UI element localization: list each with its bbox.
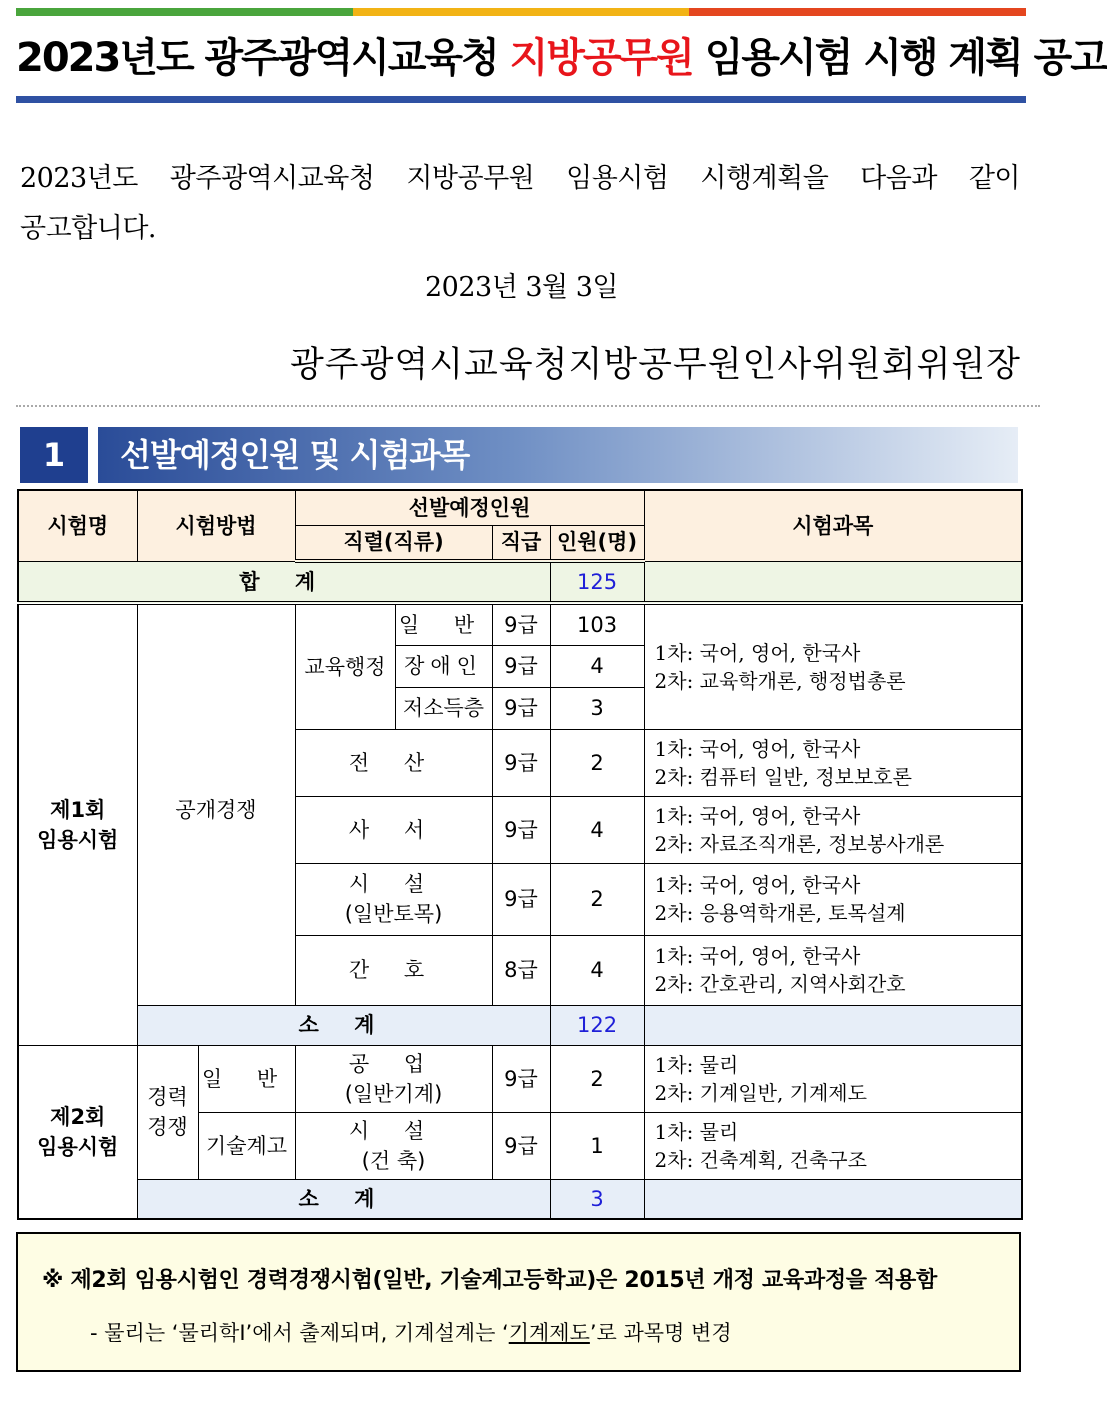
top-bar-yellow: [353, 8, 689, 16]
architecture-count: 1: [550, 1112, 644, 1179]
signer: 광주광역시교육청지방공무원인사위원회위원장: [289, 345, 1021, 385]
dotted-divider: [16, 405, 1040, 407]
computer-subj-l1: 1차: 국어, 영어, 한국사: [654, 736, 861, 761]
edu-disabled-count: 4: [550, 645, 644, 687]
edu-general-grade: 9급: [492, 603, 550, 645]
edu-sub-general: 일 반: [395, 603, 492, 645]
edu-admin-series: 교육행정: [295, 603, 395, 729]
header-subjects: 시험과목: [644, 490, 1022, 561]
exam2-method: [137, 1045, 198, 1179]
title-underline-bar: [16, 96, 1026, 103]
total-subjects-empty: [644, 561, 1022, 603]
nursing-subjects: [644, 935, 1022, 1005]
series-civil-l1: 시 설: [348, 872, 439, 896]
series-nursing-l1: 간 호: [348, 958, 439, 982]
exam2-type-technical: 기술계고: [198, 1112, 295, 1179]
edu-disabled-grade: 9급: [492, 645, 550, 687]
series-librarian: [295, 796, 492, 863]
notice-line2-b: ’로 과목명 변경: [589, 1321, 732, 1345]
exam1-name-l1: 제1회: [50, 797, 106, 822]
exam1-name: [18, 603, 137, 1045]
series-nursing: [295, 935, 492, 1005]
machine-count: 2: [550, 1045, 644, 1112]
exam1-method: 공개경쟁: [137, 603, 295, 1005]
civil-subjects: [644, 863, 1022, 935]
computer-grade: 9급: [492, 729, 550, 796]
machine-subj-l1: 1차: 물리: [654, 1052, 739, 1077]
recruitment-table: [17, 489, 1023, 1220]
series-machine-l2: (일반기계): [344, 1081, 443, 1106]
notice-line2-underlined: 기계제도: [508, 1321, 590, 1345]
edu-lowincome-grade: 9급: [492, 687, 550, 729]
architecture-subjects: [644, 1112, 1022, 1179]
librarian-subj-l1: 1차: 국어, 영어, 한국사: [654, 803, 861, 828]
notice-line1: ※ 제2회 임용시험인 경력경쟁시험(일반, 기술계고등학교)은 2015년 개정 교육과정을 적용함: [42, 1268, 937, 1293]
architecture-subj-l1: 1차: 물리: [654, 1119, 739, 1144]
edu-sub-disabled: 장애인: [395, 645, 492, 687]
header-method: 시험방법: [137, 490, 295, 561]
exam1-name-l2: 임용시험: [37, 827, 119, 852]
series-machine: [295, 1045, 492, 1112]
exam2-subtotal-value: 3: [550, 1179, 644, 1219]
series-civil: [295, 863, 492, 935]
total-label: 합 계: [18, 561, 550, 603]
series-architecture: [295, 1112, 492, 1179]
series-architecture-l2: (건 축): [361, 1148, 426, 1173]
computer-subjects: [644, 729, 1022, 796]
exam2-subtotal-label: 소 계: [137, 1179, 550, 1219]
civil-subj-l1: 1차: 국어, 영어, 한국사: [654, 873, 861, 897]
architecture-subj-l2: 2차: 건축계획, 건축구조: [654, 1147, 867, 1172]
header-grade: 직급: [492, 525, 550, 561]
exam2-method-l1: 경력: [147, 1085, 188, 1109]
exam2-subtotal-empty: [644, 1179, 1022, 1219]
nursing-subj-l2: 2차: 간호관리, 지역사회간호: [654, 972, 906, 996]
title-part2: 임용시험 시행 계획 공고: [692, 35, 1107, 81]
librarian-grade: 9급: [492, 796, 550, 863]
librarian-count: 4: [550, 796, 644, 863]
section-number: 1: [20, 427, 88, 483]
title-part1: 2023년도 광주광역시교육청: [16, 35, 510, 81]
header-exam-name: 시험명: [18, 490, 137, 561]
machine-grade: 9급: [492, 1045, 550, 1112]
header-planned: 선발예정인원: [295, 490, 644, 525]
architecture-grade: 9급: [492, 1112, 550, 1179]
intro-line1: 2023년도 광주광역시교육청 지방공무원 임용시험 시행계획을 다음과 같이: [20, 163, 1020, 194]
edu-general-count: 103: [550, 603, 644, 645]
civil-grade: 9급: [492, 863, 550, 935]
nursing-count: 4: [550, 935, 644, 1005]
notice-box: [16, 1232, 1021, 1372]
exam2-name: [18, 1045, 137, 1219]
series-computer-l1: 전 산: [348, 750, 439, 775]
civil-count: 2: [550, 863, 644, 935]
series-architecture-l1: 시 설: [348, 1118, 439, 1143]
machine-subjects: [644, 1045, 1022, 1112]
series-computer: [295, 729, 492, 796]
exam1-subtotal-value: 122: [550, 1005, 644, 1045]
computer-count: 2: [550, 729, 644, 796]
nursing-grade: 8급: [492, 935, 550, 1005]
exam2-type-general: 일 반: [198, 1045, 295, 1112]
series-librarian-l1: 사 서: [348, 817, 439, 842]
header-count: 인원(명): [550, 525, 644, 561]
exam2-method-l2: 경쟁: [147, 1115, 188, 1139]
machine-subj-l2: 2차: 기계일반, 기계제도: [654, 1080, 867, 1105]
series-civil-l2: (일반토목): [344, 902, 443, 926]
edu-subj-l1: 1차: 국어, 영어, 한국사: [654, 640, 861, 665]
notice-line2: [90, 1316, 732, 1350]
exam2-name-l2: 임용시험: [37, 1134, 119, 1159]
edu-sub-lowincome: 저소득층: [395, 687, 492, 729]
series-machine-l1: 공 업: [348, 1051, 439, 1076]
header-series: 직렬(직류): [295, 525, 492, 561]
nursing-subj-l1: 1차: 국어, 영어, 한국사: [654, 944, 861, 968]
exam1-subtotal-empty: [644, 1005, 1022, 1045]
announcement-date: 2023년 3월 3일: [425, 272, 618, 303]
section-title: 선발예정인원 및 시험과목: [98, 427, 1018, 483]
edu-admin-subjects: [644, 603, 1022, 729]
edu-lowincome-count: 3: [550, 687, 644, 729]
civil-subj-l2: 2차: 응용역학개론, 토목설계: [654, 901, 906, 925]
computer-subj-l2: 2차: 컴퓨터 일반, 정보보호론: [654, 764, 912, 789]
exam1-subtotal-label: 소 계: [137, 1005, 550, 1045]
top-bar-red: [689, 8, 1026, 16]
top-bar-green: [16, 8, 353, 16]
notice-line2-a: - 물리는 ‘물리학Ⅰ’에서 출제되며, 기계설계는 ‘: [90, 1321, 509, 1345]
edu-subj-l2: 2차: 교육학개론, 행정법총론: [654, 668, 906, 693]
page-title: [16, 24, 1107, 92]
librarian-subjects: [644, 796, 1022, 863]
exam2-name-l1: 제2회: [50, 1104, 106, 1129]
librarian-subj-l2: 2차: 자료조직개론, 정보봉사개론: [654, 831, 945, 856]
total-value: 125: [550, 561, 644, 603]
title-highlight: 지방공무원: [509, 35, 693, 81]
intro-line2: 공고합니다.: [20, 213, 156, 244]
top-color-bar: [16, 8, 1026, 16]
